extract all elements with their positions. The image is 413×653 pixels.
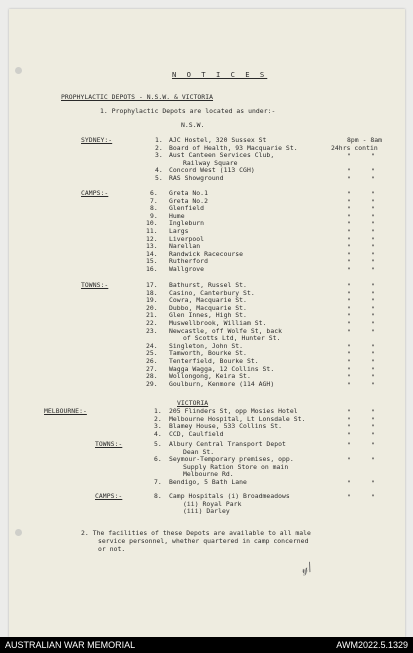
item-number: 21. <box>146 311 158 320</box>
footer-source: AUSTRALIAN WAR MEMORIAL <box>5 640 136 650</box>
depot-location: Railway Square <box>183 158 238 167</box>
ditto-mark: " <box>371 297 375 306</box>
ditto-mark: " <box>347 190 351 198</box>
handwritten-initials: 𝓎/ <box>298 559 314 577</box>
ditto-mark: " <box>371 373 375 382</box>
item-number: 29. <box>146 379 158 388</box>
depot-location: Aust Canteen Services Club, <box>169 151 275 160</box>
ditto-mark: " <box>347 380 351 389</box>
state-label-vic: VICTORIA <box>177 399 209 407</box>
item-number: 24. <box>146 341 158 350</box>
group-label: CAMPS:- <box>95 492 123 500</box>
ditto-mark: " <box>371 456 375 465</box>
depot-location: RAS Showground <box>169 174 224 182</box>
depot-location: Supply Ration Store on main <box>183 462 289 471</box>
depot-location: CCD, Caulfield <box>169 429 224 438</box>
ditto-mark: " <box>371 342 375 351</box>
ditto-mark: " <box>371 423 375 432</box>
ditto-mark: " <box>371 312 375 321</box>
item-number: 4. <box>154 429 162 438</box>
ditto-mark: " <box>371 167 375 176</box>
depot-location: Hume <box>169 211 185 220</box>
ditto-mark: " <box>371 205 375 214</box>
ditto-mark: " <box>347 456 351 465</box>
ditto-mark: " <box>371 358 375 366</box>
document-page <box>9 9 405 637</box>
group-label: CAMPS:- <box>81 189 109 197</box>
depot-location: Largs <box>169 227 189 235</box>
item-number: 23. <box>146 326 158 335</box>
item-number: 26. <box>146 357 158 365</box>
ditto-mark: " <box>347 373 351 382</box>
group-label: SYDNEY:- <box>81 136 113 144</box>
ditto-mark: " <box>347 479 351 487</box>
item-number: 7. <box>154 478 162 486</box>
depot-location: Tamworth, Bourke St. <box>169 349 247 358</box>
depot-location: Blamey House, 533 Collins St. <box>169 422 283 431</box>
ditto-mark: " <box>347 320 351 328</box>
depot-location: Liverpool <box>169 234 205 243</box>
ditto-mark: " <box>371 235 375 244</box>
ditto-mark: " <box>347 152 351 161</box>
item-number: 1. <box>154 407 162 415</box>
footer-bar <box>0 637 413 653</box>
group-label: TOWNS:- <box>95 440 123 448</box>
ditto-mark: " <box>347 342 351 351</box>
depot-location: Board of Health, 93 Macquarie St. <box>169 143 298 152</box>
item-number: 6. <box>154 455 162 464</box>
ditto-mark: " <box>371 228 375 236</box>
ditto-mark: " <box>347 258 351 267</box>
group-label: MELBOURNE:- <box>44 407 87 415</box>
item-number: 20. <box>146 303 158 312</box>
ditto-mark: " <box>371 250 375 259</box>
ditto-mark: " <box>347 250 351 259</box>
ditto-mark: " <box>371 415 375 424</box>
ditto-mark: " <box>347 365 351 374</box>
item-number: 7. <box>150 196 158 205</box>
ditto-mark: " <box>371 212 375 221</box>
notice-title: N O T I C E S <box>172 70 268 79</box>
ditto-mark: " <box>347 197 351 206</box>
ditto-mark: " <box>371 304 375 313</box>
depot-location: (iii) Darley <box>183 507 230 516</box>
ditto-mark: " <box>371 479 375 487</box>
ditto-mark: " <box>347 266 351 274</box>
ditto-mark: " <box>347 493 351 501</box>
item-number: 8. <box>154 492 162 500</box>
ditto-mark: " <box>347 167 351 176</box>
depot-location: Wallgrove <box>169 265 205 273</box>
note-line: 2. The facilities of these Depots are available to all male <box>81 529 311 537</box>
ditto-mark: " <box>347 423 351 432</box>
ditto-mark: " <box>347 289 351 298</box>
ditto-mark: " <box>371 408 375 416</box>
depot-location: Ingleburn <box>169 219 205 228</box>
item-number: 5. <box>155 174 163 182</box>
item-number: 1. <box>155 136 163 144</box>
item-number: 2. <box>155 143 163 152</box>
depot-location: Melbourne Hospital, Lt Lonsdale St. <box>169 414 306 423</box>
ditto-mark: " <box>347 350 351 359</box>
ditto-mark: " <box>371 266 375 274</box>
ditto-mark: " <box>347 304 351 313</box>
ditto-mark: " <box>347 358 351 366</box>
depot-location: Greta No.1 <box>169 189 208 197</box>
item-number: 28. <box>146 372 158 381</box>
item-number: 12. <box>146 234 158 243</box>
depot-location: Rutherford <box>169 257 208 266</box>
ditto-mark: " <box>371 175 375 183</box>
depot-location: Randwick Racecourse <box>169 249 244 258</box>
depot-location: Narellan <box>169 242 201 251</box>
depot-location: Dean St. <box>183 447 215 456</box>
ditto-mark: " <box>347 297 351 306</box>
depot-location: Seymour-Temporary premises, opp. <box>169 455 294 464</box>
intro-text: 1. Prophylactic Depots are located as under:- <box>100 107 276 115</box>
depot-location: Cowra, Macquarie St. <box>169 296 247 305</box>
item-number: 3. <box>154 422 162 431</box>
ditto-mark: " <box>371 327 375 336</box>
item-number: 4. <box>155 166 163 175</box>
depot-location: Concord West (113 CGH) <box>169 166 255 175</box>
ditto-mark: " <box>347 415 351 424</box>
ditto-mark: " <box>347 243 351 252</box>
item-number: 22. <box>146 319 158 327</box>
ditto-mark: " <box>371 258 375 267</box>
depot-hours: 24hrs contin <box>331 143 378 152</box>
ditto-mark: " <box>371 197 375 206</box>
item-number: 3. <box>155 151 163 160</box>
item-number: 6. <box>150 189 158 197</box>
depot-location: Dubbo, Macquarie St. <box>169 303 247 312</box>
depot-location: Tenterfield, Bourke St. <box>169 357 259 365</box>
depot-location: Newcastle, off Wolfe St, back <box>169 326 283 335</box>
item-number: 11. <box>146 227 158 235</box>
ditto-mark: " <box>371 243 375 252</box>
depot-location: Casino, Canterbury St. <box>169 288 255 297</box>
ditto-mark: " <box>347 212 351 221</box>
depot-location: (ii) Royal Park <box>183 499 242 508</box>
depot-hours: 8pm - 8am <box>347 136 383 144</box>
footer-ref: AWM2022.5.1329 <box>336 640 408 650</box>
item-number: 8. <box>150 204 158 213</box>
ditto-mark: " <box>347 312 351 321</box>
ditto-mark: " <box>347 228 351 236</box>
ditto-mark: " <box>371 493 375 501</box>
item-number: 5. <box>154 440 162 448</box>
ditto-mark: " <box>371 365 375 374</box>
item-number: 19. <box>146 296 158 305</box>
item-number: 27. <box>146 364 158 373</box>
ditto-mark: " <box>347 408 351 416</box>
depot-location: Bathurst, Russel St. <box>169 281 247 289</box>
group-label: TOWNS:- <box>81 281 109 289</box>
depot-location: Wollongong, Keira St. <box>169 372 251 381</box>
ditto-mark: " <box>371 152 375 161</box>
ditto-mark: " <box>371 320 375 328</box>
punch-hole <box>15 529 22 536</box>
depot-location: of Scotts Ltd, Hunter St. <box>183 334 281 343</box>
depot-location: AJC Hostel, 320 Sussex St <box>169 136 267 144</box>
section-heading: PROPHYLACTIC DEPOTS - N.S.W. & VICTORIA <box>61 93 214 101</box>
depot-location: Wagga Wagga, 12 Collins St. <box>169 364 275 373</box>
item-number: 16. <box>146 265 158 273</box>
ditto-mark: " <box>347 430 351 439</box>
ditto-mark: " <box>347 235 351 244</box>
depot-location: Bendigo, 5 Bath Lane <box>169 478 247 486</box>
depot-location: Glenfield <box>169 204 205 213</box>
item-number: 9. <box>150 211 158 220</box>
depot-location: Albury Central Transport Depot <box>169 440 286 448</box>
item-number: 10. <box>146 219 158 228</box>
ditto-mark: " <box>371 190 375 198</box>
depot-location: Camp Hospitals (i) Broadmeadows <box>169 492 290 500</box>
ditto-mark: " <box>347 441 351 449</box>
ditto-mark: " <box>371 380 375 389</box>
ditto-mark: " <box>371 220 375 229</box>
depot-location: 205 Flinders St, opp Mosies Hotel <box>169 407 298 415</box>
item-number: 13. <box>146 242 158 251</box>
ditto-mark: " <box>371 289 375 298</box>
ditto-mark: " <box>371 350 375 359</box>
ditto-mark: " <box>347 282 351 290</box>
item-number: 15. <box>146 257 158 266</box>
ditto-mark: " <box>371 282 375 290</box>
item-number: 25. <box>146 349 158 358</box>
item-number: 2. <box>154 414 162 423</box>
item-number: 18. <box>146 288 158 297</box>
item-number: 17. <box>146 281 158 289</box>
depot-location: Melbourne Rd. <box>183 470 234 479</box>
depot-location: Glen Innes, High St. <box>169 311 247 320</box>
note-line: service personnel, whether quartered in camp concerned <box>98 537 309 545</box>
state-label-nsw: N.S.W. <box>181 121 205 129</box>
ditto-mark: " <box>371 441 375 449</box>
ditto-mark: " <box>371 430 375 439</box>
ditto-mark: " <box>347 175 351 183</box>
ditto-mark: " <box>347 205 351 214</box>
depot-location: Goulburn, Kenmore (114 AGH) <box>169 379 275 388</box>
depot-location: Greta No.2 <box>169 196 208 205</box>
note-line: or not. <box>98 545 126 553</box>
depot-location: Singleton, John St. <box>169 341 244 350</box>
depot-location: Muswellbrook, William St. <box>169 319 267 327</box>
ditto-mark: " <box>347 220 351 229</box>
ditto-mark: " <box>347 327 351 336</box>
punch-hole <box>15 67 22 74</box>
item-number: 14. <box>146 249 158 258</box>
